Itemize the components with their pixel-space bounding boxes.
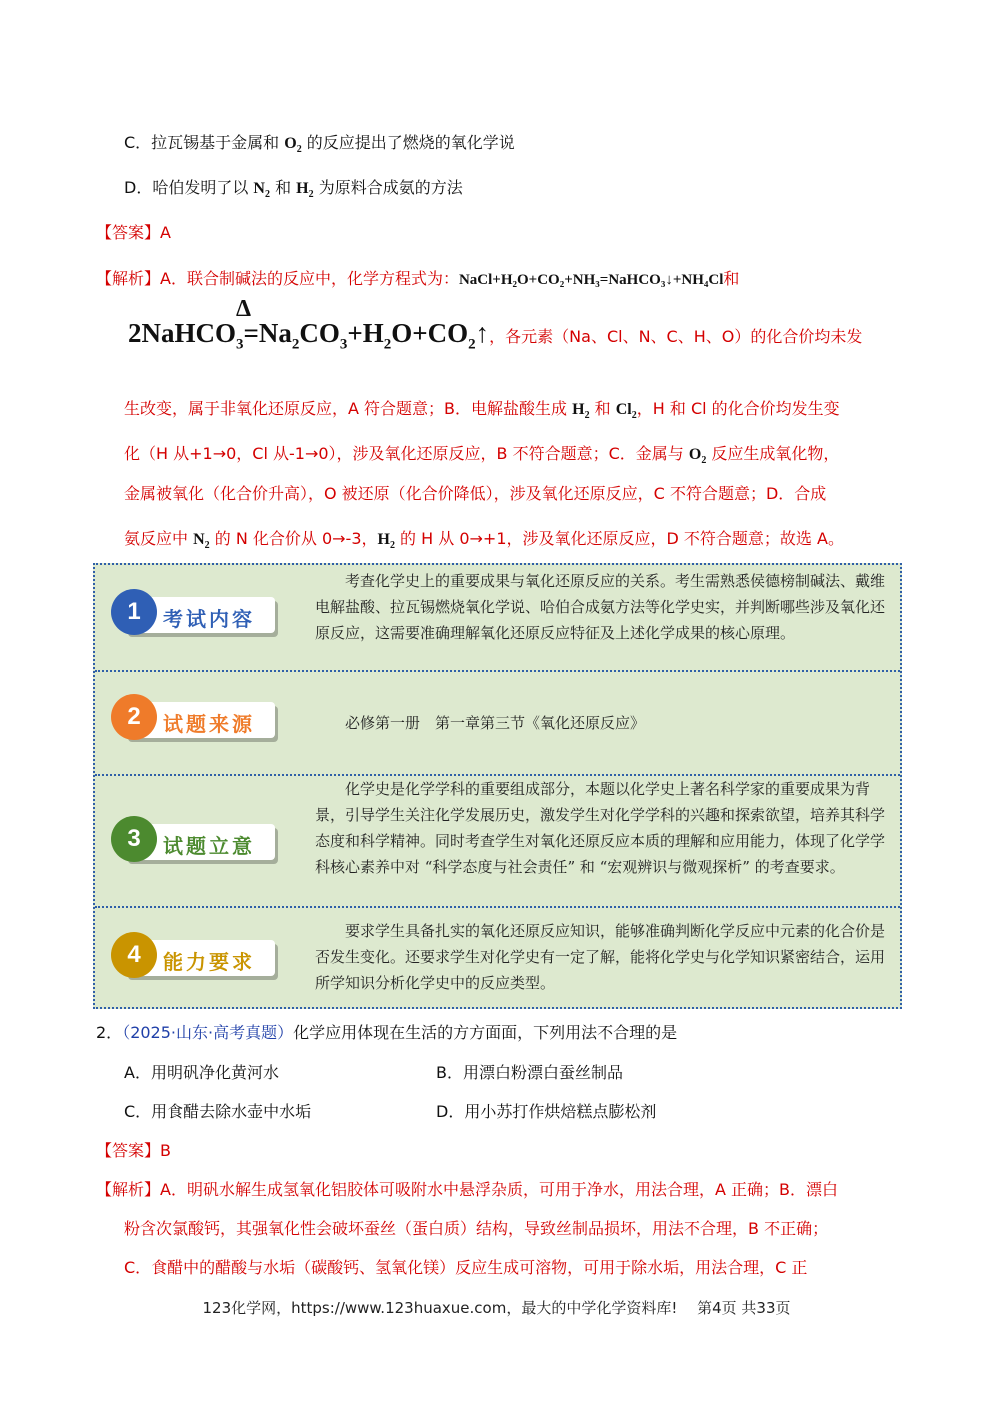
q2-analysis-line2: 粉含次氯酸钙，其强氧化性会破坏蚕丝（蛋白质）结构，导致丝制品损坏，用法不合理，B 不正确； [124,1219,829,1238]
page-footer: 123化学网，https://www.123huaxue.com，最大的中学化学资料库! 第4页 共33页 [202,1299,791,1317]
q1-analysis-line1: 【解析】A．联合制碱法的反应中，化学方程式为：NaCl+H₂O+CO₂+NH₃=NaHCO₃↓+NH₄Cl和 [96,269,740,288]
q2-option-d: D．用小苏打作烘焙糕点膨松剂 [436,1102,657,1121]
badge-question-source: 2 试题来源 [111,694,281,744]
analysis-info-box [93,563,902,1009]
q1-analysis-line5: 金属被氧化（化合价升高），O 被还原（化合价降低），涉及氧化还原反应，C 不符合题意；D．合成 [124,484,827,503]
section-question-intent [95,776,900,906]
q1-analysis-line6: 氨反应中 $N_2$ 的 N 化合价从 0→-3，$H_2$ 的 H 从 0→+1，涉及氧化还原反应，D 不符合题意；故选 A。 [124,529,844,552]
q2-option-a: A．用明矾净化黄河水 [124,1063,279,1082]
badge-ability-requirement: 4 能力要求 [111,932,281,982]
q2-source: （2025·山东·高考真题） [122,1023,294,1042]
ability-requirement-text: 要求学生具备扎实的氧化还原反应知识，能够准确判断化学反应中元素的化合价是否发生变化。还要求学生对化学史有一定了解，能将化学史与化学知识紧密结合，运用所学知识分析化学史中的反应类型。 [315,922,886,992]
badge-question-intent: 3 试题立意 [111,816,281,866]
q2-analysis-line3: C．食醋中的醋酸与水垢（碳酸钙、氢氧化镁）反应生成可溶物，可用于除水垢，用法合理，C 正 [124,1258,808,1277]
q2-analysis-line1: 【解析】A．明矾水解生成氢氧化铝胶体可吸附水中悬浮杂质，可用于净水，用法合理，A 正确；B．漂白 [96,1180,838,1199]
q1-analysis-line3: 生改变，属于非氧化还原反应，A 符合题意；B．电解盐酸生成 $H_2$ 和 $Cl_2$，H 和 Cl 的化合价均发生变 [124,399,840,422]
q2-option-b: B．用漂白粉漂白蚕丝制品 [436,1063,623,1082]
section-ability-requirement [95,908,900,1007]
question-intent-text: 化学史是化学学科的重要组成部分，本题以化学史上著名科学家的重要成果为背景，引导学生关注化学发展历史，激发学生对化学学科的兴趣和探索欲望，培养其科学态度和科学精神。同时考查学生对氧化还原反应本质的理解和应用能力，体现了化学学科核心素养中对 “科学态度与社会责任” 和 “宏观辨识与微观探析” 的考查要求。 [315,780,886,876]
q2-stem: 2．（2025·山东·高考真题）化学应用体现在生活的方方面面，下列用法不合理的是 [96,1023,678,1042]
q1-answer: 【答案】A [96,223,171,242]
q1-option-c: C．拉瓦锡基于金属和 $O_2$ 的反应提出了燃烧的氧化学说 [124,133,515,156]
q1-option-d: D．哈伯发明了以 $N_2$ 和 $H_2$ 为原料合成氨的方法 [124,178,463,201]
badge-exam-content: 1 考试内容 [111,589,281,639]
q2-option-c: C．用食醋去除水壶中水垢 [124,1102,312,1121]
exam-content-text: 考查化学史上的重要成果与氧化还原反应的关系。考生需熟悉侯德榜制碱法、戴维电解盐酸、拉瓦锡燃烧氧化学说、哈伯合成氨方法等化学史实，并判断哪些涉及氧化还原反应，这需要准确理解氧化还原反应特征及上述化学成果的核心原理。 [315,572,886,642]
section-question-source [95,672,900,774]
equation-2: Δ $2NaHCO_3=Na_2CO_3+H_2O+CO_2↑$，各元素（Na、Cl、N、C、H、O）的化合价均未发 [128,296,863,353]
q1-analysis-line4: 化（H 从+1→0，Cl 从-1→0），涉及氧化还原反应，B 不符合题意；C．金属与 $O_2$ 反应生成氧化物， [124,444,840,467]
section-exam-content [95,565,900,670]
heat-delta-symbol: Δ [236,296,252,322]
q2-answer: 【答案】B [96,1141,171,1160]
question-source-text: 必修第一册 第一章第三节《氧化还原反应》 [345,714,646,732]
equation-1: NaCl+H₂O+CO₂+NH₃=NaHCO₃↓+NH₄Cl [458,272,724,288]
